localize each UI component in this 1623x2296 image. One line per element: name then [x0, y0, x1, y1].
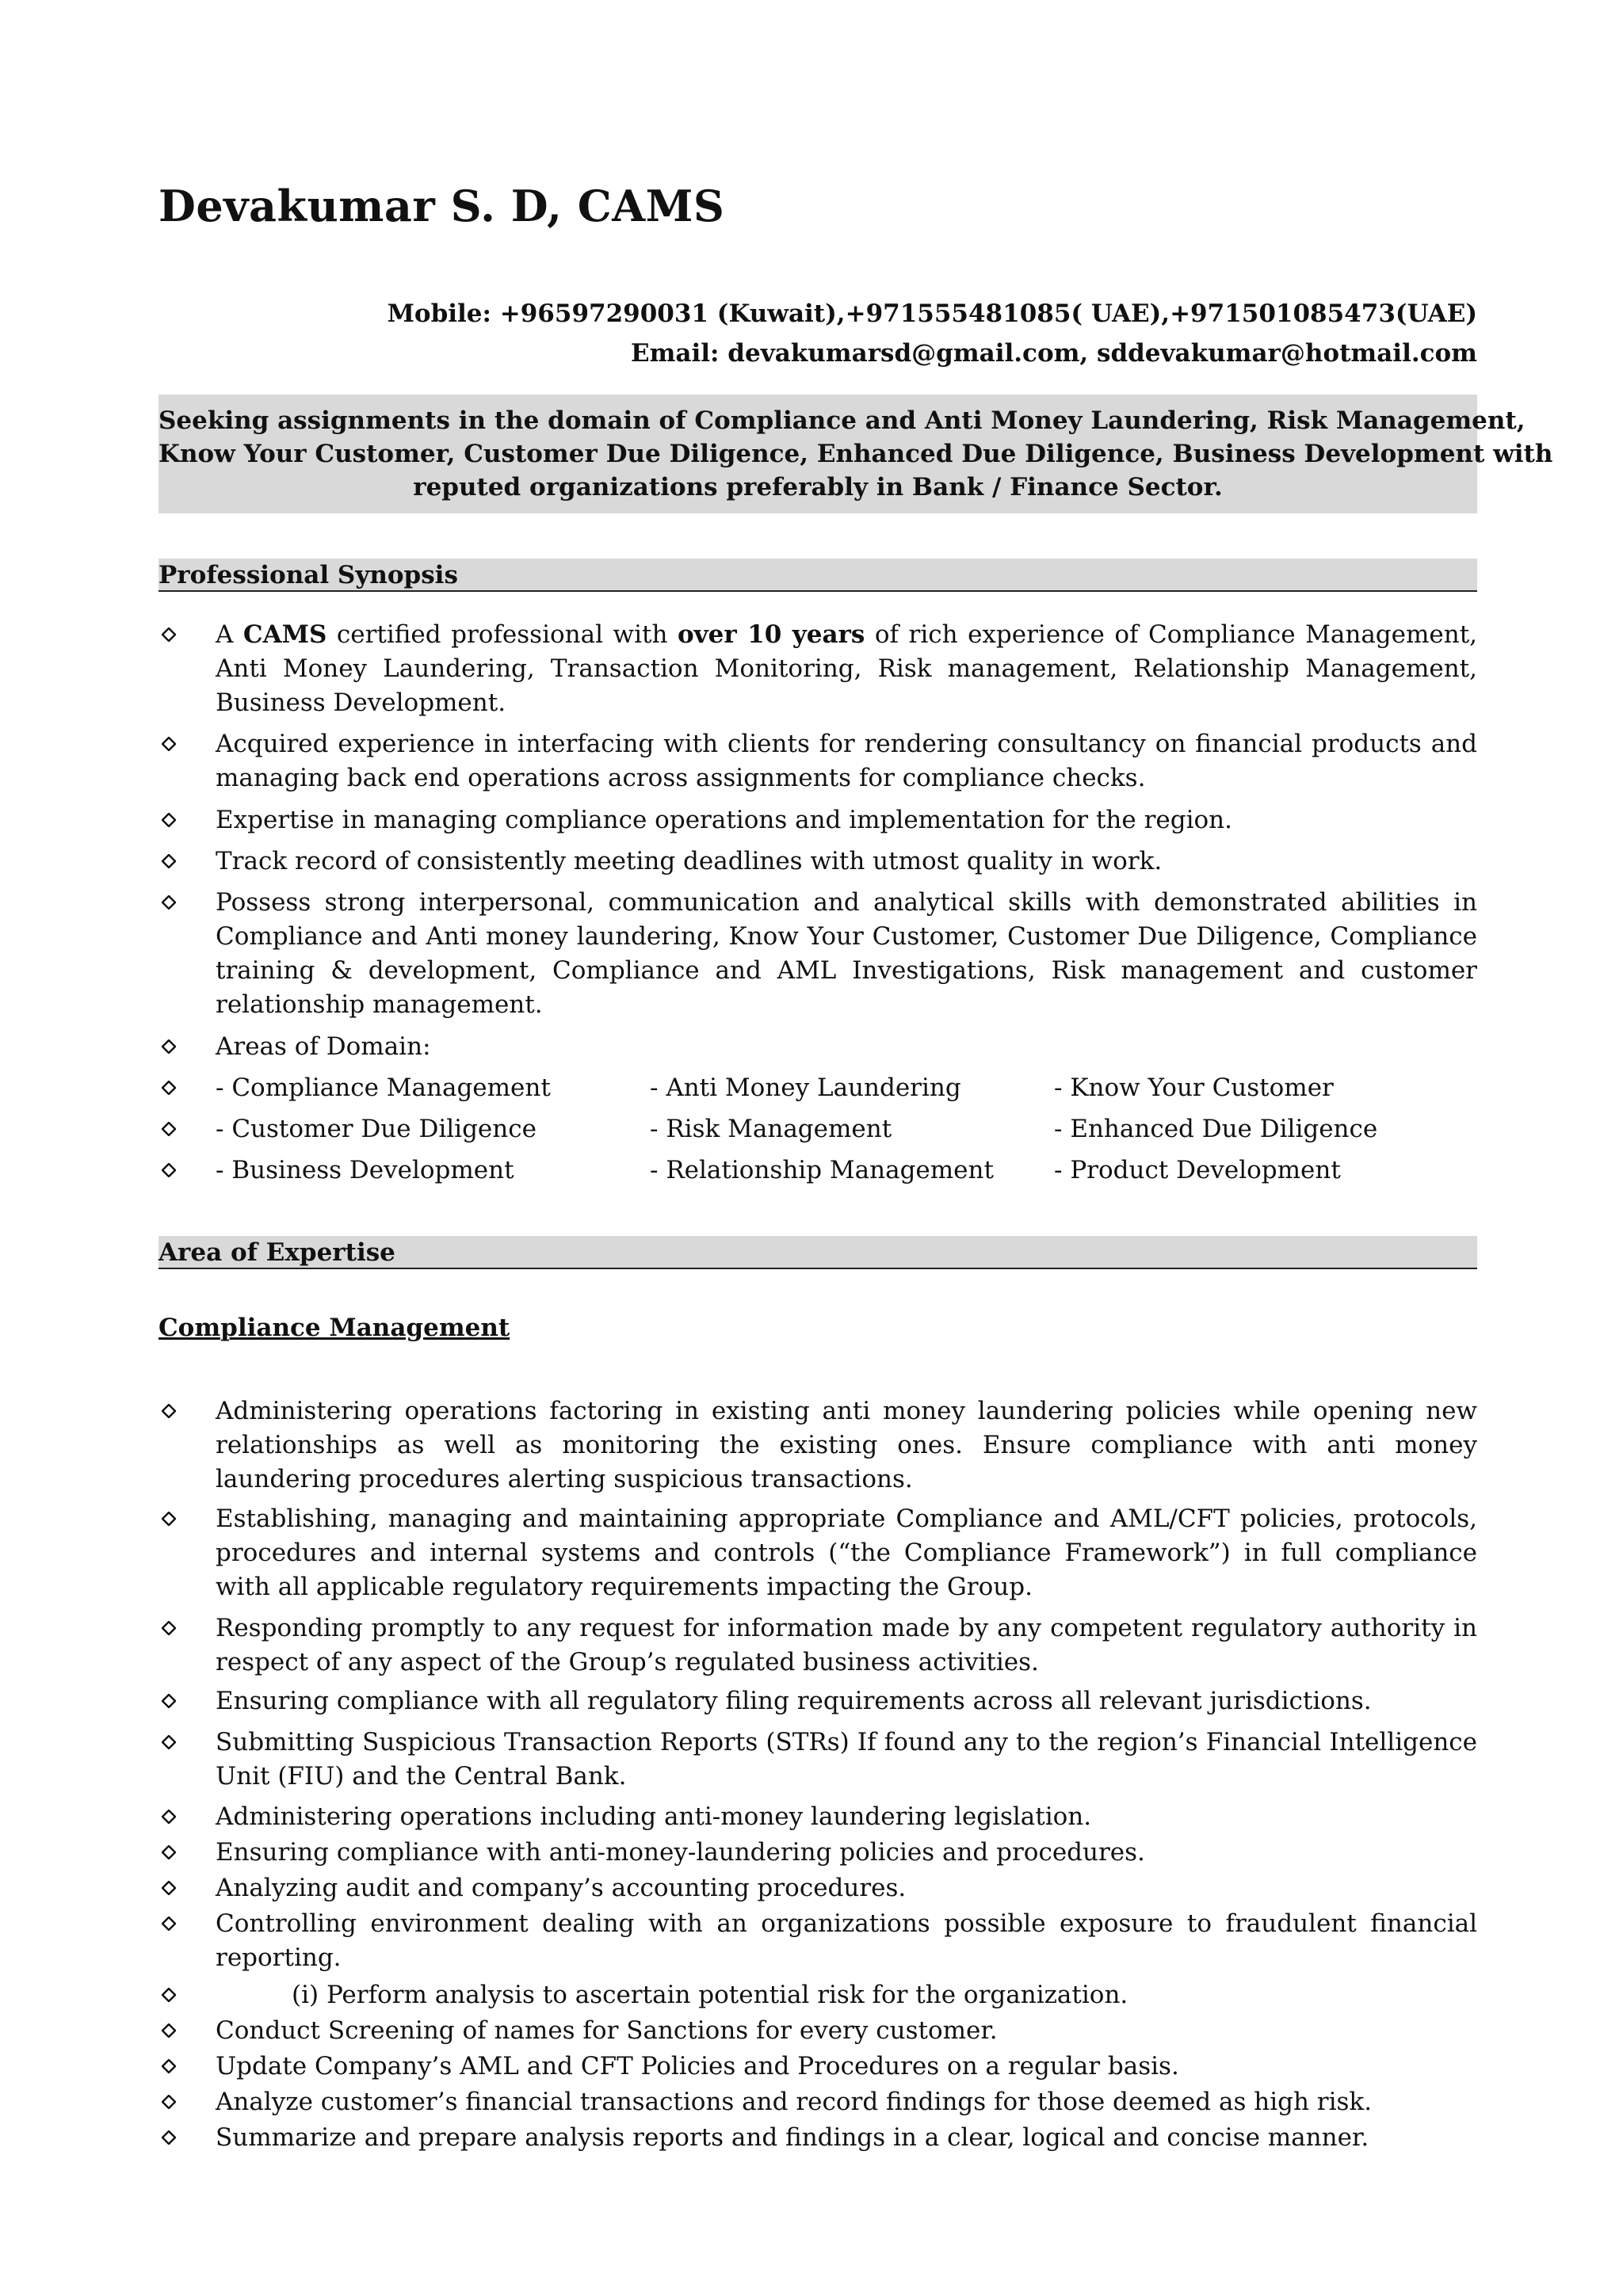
diamond-bullet-icon — [158, 1907, 176, 1941]
expertise-bullet: Summarize and prepare analysis reports and findings in a clear, logical and concise manner. — [158, 2121, 1477, 2155]
diamond-bullet-icon — [158, 1836, 176, 1870]
domain-row — [158, 1071, 1477, 1105]
diamond-bullet-icon — [158, 2121, 176, 2155]
synopsis-bullet: A CAMS certified professional with over 10 years of rich experience of Compliance Management, Anti Money Laundering, Transaction Monitoring, Risk management, Relationship Management, Business Development. — [158, 618, 1477, 720]
section-area-of-expertise: Area of Expertise — [158, 1236, 1477, 1269]
diamond-bullet-icon — [158, 1394, 176, 1428]
domain-item: - Know Your Customer — [1054, 1074, 1334, 1102]
diamond-bullet-icon — [158, 1871, 176, 1905]
domain-item: - Risk Management — [650, 1115, 892, 1143]
domain-row — [158, 1112, 1477, 1146]
domain-item: - Business Development — [216, 1156, 514, 1184]
synopsis-bullet: Areas of Domain: — [158, 1030, 1477, 1064]
expertise-bullet: Administering operations including anti-money laundering legislation. — [158, 1800, 1477, 1834]
diamond-bullet-icon — [158, 1030, 176, 1064]
diamond-bullet-icon — [158, 1502, 176, 1536]
diamond-bullet-icon — [158, 1800, 176, 1834]
synopsis-bullet: Track record of consistently meeting deadlines with utmost quality in work. — [158, 845, 1477, 879]
domain-item: - Anti Money Laundering — [650, 1074, 961, 1102]
diamond-bullet-icon — [158, 1726, 176, 1760]
diamond-bullet-icon — [158, 618, 176, 652]
synopsis-bullet: Acquired experience in interfacing with clients for rendering consultancy on financial products and managing back end operations across assignments for compliance checks. — [158, 727, 1477, 795]
cams-highlight: CAMS — [242, 620, 327, 649]
expertise-bullet: Administering operations factoring in existing anti money laundering policies while opening new relationships as well as monitoring the existing ones. Ensure compliance with anti money laundering procedures alerting suspicious transactions. — [158, 1394, 1477, 1497]
expertise-bullet: Controlling environment dealing with an organizations possible exposure to fraudulent financial reporting. — [158, 1907, 1477, 1975]
diamond-bullet-icon — [158, 1112, 176, 1146]
diamond-bullet-icon — [158, 1684, 176, 1718]
contact-mobile: Mobile: +96597290031 (Kuwait),+971555481085( UAE),+971501085473(UAE) — [387, 299, 1477, 328]
diamond-bullet-icon — [158, 2014, 176, 2048]
expertise-bullet: (i) Perform analysis to ascertain potential risk for the organization. — [158, 1978, 1477, 2012]
domain-item: - Relationship Management — [650, 1156, 994, 1184]
expertise-bullet: Ensuring compliance with anti-money-laundering policies and procedures. — [158, 1836, 1477, 1870]
section-professional-synopsis: Professional Synopsis — [158, 559, 1477, 592]
synopsis-bullet: Possess strong interpersonal, communication and analytical skills with demonstrated abilities in Compliance and Anti money laundering, Know Your Customer, Customer Due Diligence, Compliance training & development, Compliance and AML Investigations, Risk management and customer relationship management. — [158, 886, 1477, 1022]
expertise-bullet: Ensuring compliance with all regulatory filing requirements across all relevant jurisdictions. — [158, 1684, 1477, 1718]
diamond-bullet-icon — [158, 1071, 176, 1105]
domain-row — [158, 1154, 1477, 1188]
expertise-bullet: Establishing, managing and maintaining appropriate Compliance and AML/CFT policies, protocols, procedures and internal systems and controls (“the Compliance Framework”) in full compliance with all applicable regulatory requirements impacting the Group. — [158, 1502, 1477, 1604]
diamond-bullet-icon — [158, 2050, 176, 2084]
expertise-bullet: Analyze customer’s financial transactions and record findings for those deemed as high risk. — [158, 2085, 1477, 2119]
diamond-bullet-icon — [158, 886, 176, 920]
domain-item: - Customer Due Diligence — [216, 1115, 537, 1143]
diamond-bullet-icon — [158, 1154, 176, 1188]
years-highlight: over 10 years — [677, 620, 865, 649]
objective-line: reputed organizations preferably in Bank / Finance Sector. — [413, 473, 1223, 502]
objective-line: Know Your Customer, Customer Due Diligence, Enhanced Due Diligence, Business Development with — [158, 440, 1553, 468]
diamond-bullet-icon — [158, 1611, 176, 1646]
candidate-name: Devakumar S. D, CAMS — [158, 181, 725, 231]
expertise-bullet: Responding promptly to any request for information made by any competent regulatory authority in respect of any aspect of the Group’s regulated business activities. — [158, 1611, 1477, 1680]
contact-email: Email: devakumarsd@gmail.com, sddevakumar@hotmail.com — [630, 339, 1477, 368]
diamond-bullet-icon — [158, 727, 176, 761]
domain-item: - Enhanced Due Diligence — [1054, 1115, 1378, 1143]
subheading-compliance-management: Compliance Management — [158, 1314, 510, 1342]
diamond-bullet-icon — [158, 845, 176, 879]
diamond-bullet-icon — [158, 803, 176, 837]
diamond-bullet-icon — [158, 1978, 176, 2012]
expertise-bullet: Submitting Suspicious Transaction Reports (STRs) If found any to the region’s Financial Intelligence Unit (FIU) and the Central Bank. — [158, 1726, 1477, 1794]
domain-item: - Compliance Management — [216, 1074, 551, 1102]
synopsis-bullet: Expertise in managing compliance operations and implementation for the region. — [158, 803, 1477, 837]
domain-item: - Product Development — [1054, 1156, 1341, 1184]
expertise-bullet: Update Company’s AML and CFT Policies and Procedures on a regular basis. — [158, 2050, 1477, 2084]
diamond-bullet-icon — [158, 2085, 176, 2119]
objective-line: Seeking assignments in the domain of Compliance and Anti Money Laundering, Risk Management, — [158, 406, 1526, 435]
expertise-bullet: Analyzing audit and company’s accounting procedures. — [158, 1871, 1477, 1905]
expertise-bullet: Conduct Screening of names for Sanctions for every customer. — [158, 2014, 1477, 2048]
career-objective-box — [158, 395, 1553, 513]
